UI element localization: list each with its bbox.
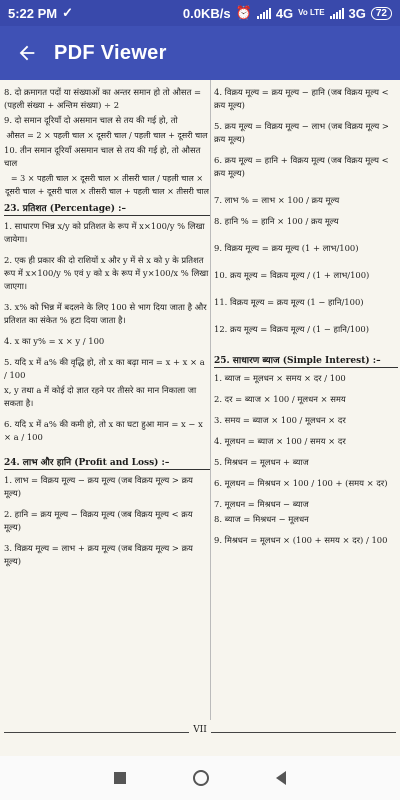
percent-item-2: 2. एक ही प्रकार की दो राशियों x और y में से x को y के प्रतिशत रूप में x×100/y % एवं y को x के रूप में y×100/x % लिखा जाएगा। [4,255,209,291]
alarm-icon: ⏰ [235,5,252,20]
interest-item-8: 8. ब्याज = मिश्रधन − मूलधन [214,514,309,524]
profit-item-9: 9. विक्रय मूल्य = क्रय मूल्य (1 + लाभ/100) [214,243,359,253]
interest-item-7: 7. मूलधन = मिश्रधन − ब्याज [214,499,309,509]
percent-item-3: 3. x% को भिन्न में बदलने के लिए 100 से भाग दिया जाता है और प्रतिशत का संकेत % हटा दिया जाता है। [4,302,207,325]
volte-badge: Vo LTE [298,8,325,17]
profit-item-10: 10. क्रय मूल्य = विक्रय मूल्य / (1 + लाभ/100) [214,270,370,280]
recent-apps-button[interactable] [114,772,126,784]
back-button[interactable] [0,26,54,80]
status-time: 5:22 PM [8,5,58,21]
interest-item-4: 4. मूलधन = ब्याज × 100 / समय × दर [214,436,346,446]
percent-item-4: 4. x का y% = x × y / 100 [4,336,105,346]
profit-loss-heading: 24. लाभ और हानि (Profit and Loss) :– [4,455,210,470]
avg-formula-9: औसत = 2 × पहली चाल × दूसरी चाल / पहली चाल + दूसरी चाल [6,131,208,140]
arrow-left-icon [16,42,38,64]
nav-back-button[interactable] [276,771,286,785]
interest-item-9: 9. मिश्रधन = मूलधन × (100 + समय × दर) / 100 [214,535,388,545]
profit-item-5: 5. क्रय मूल्य = विक्रय मूल्य − लाभ (जब विक्रय मूल्य > क्रय मूल्य) [214,121,389,144]
page-number: VII [189,725,211,735]
profit-item-2: 2. हानि = क्रय मूल्य − विक्रय मूल्य (जब विक्रय मूल्य < क्रय मूल्य) [4,509,193,532]
avg-formula-10: = 3 × पहली चाल × दूसरी चाल × तीसरी चाल / पहली चाल × दूसरी चाल + दूसरी चाल × तीसरी चाल + पहली चाल × तीसरी चाल [5,174,209,196]
interest-item-2: 2. दर = ब्याज × 100 / मूलधन × समय [214,394,346,404]
avg-item-8: 8. दो क्रमागत पदों या संख्याओं का अन्तर समान हो तो औसत = (पहली संख्या + अन्तिम संख्या) ÷ 2 [4,87,202,110]
pdf-page[interactable] [0,80,400,756]
avg-item-10: 10. तीन समान दूरियाँ असमान चाल से तय की गई हो, तो औसत चाल [4,145,201,168]
avg-item-9: 9. दो समान दूरियाँ दो असमान चाल से तय की गई हो, तो [4,115,178,125]
simple-interest-heading: 25. साधारण ब्याज (Simple Interest) :– [214,353,398,368]
column-divider [210,80,211,720]
signal-icon-2 [330,8,344,19]
download-check-icon: ✓ [62,5,74,20]
battery-indicator: 72 [371,7,392,20]
interest-item-3: 3. समय = ब्याज × 100 / मूलधन × दर [214,415,346,425]
left-column [4,86,210,570]
signal-icon [257,8,271,19]
profit-item-8: 8. हानि % = हानि × 100 / क्रय मूल्य [214,216,339,226]
toolbar-title: PDF Viewer [54,41,167,64]
app-toolbar [0,26,400,80]
home-button[interactable] [193,770,209,786]
system-nav-bar [0,756,400,800]
interest-item-5: 5. मिश्रधन = मूलधन + ब्याज [214,457,309,467]
network-type-1: 4G [275,5,294,21]
interest-item-6: 6. मूलधन = मिश्रधन × 100 / 100 + (समय × दर) [214,478,388,488]
percent-item-1: 1. साधारण भिन्न x/y को प्रतिशत के रूप में x×100/y % लिखा जायेगा। [4,221,205,244]
status-bar [0,0,400,26]
profit-item-4: 4. विक्रय मूल्य = क्रय मूल्य − हानि (जब विक्रय मूल्य < क्रय मूल्य) [214,87,389,110]
percent-item-6: 6. यदि x में a% की कमी हो, तो x का घटा हुआ मान = x − x × a / 100 [4,419,203,442]
network-speed: 0.0KB/s [182,5,231,21]
percentage-heading: 23. प्रतिशत (Percentage) :– [4,201,210,216]
percent-item-5: 5. यदि x में a% की वृद्धि हो, तो x का बढ़ा मान = x + x × a / 100 [4,357,205,380]
profit-item-1: 1. लाभ = विक्रय मूल्य − क्रय मूल्य (जब विक्रय मूल्य > क्रय मूल्य) [4,475,193,498]
profit-item-6: 6. क्रय मूल्य = हानि + विक्रय मूल्य (जब विक्रय मूल्य < क्रय मूल्य) [214,155,389,178]
interest-item-1: 1. ब्याज = मूलधन × समय × दर / 100 [214,373,346,383]
right-column [214,86,398,549]
profit-item-7: 7. लाभ % = लाभ × 100 / क्रय मूल्य [214,195,340,205]
profit-item-12: 12. क्रय मूल्य = विक्रय मूल्य / (1 − हानि/100) [214,324,370,334]
profit-item-3: 3. विक्रय मूल्य = लाभ + क्रय मूल्य (जब विक्रय मूल्य > क्रय मूल्य) [4,543,193,566]
network-type-2: 3G [348,5,366,21]
percent-note: x, y तथा a में कोई दो ज्ञात रहने पर तीसरे का मान निकाला जा सकता है। [4,385,197,408]
profit-item-11: 11. विक्रय मूल्य = क्रय मूल्य (1 − हानि/100) [214,297,364,307]
